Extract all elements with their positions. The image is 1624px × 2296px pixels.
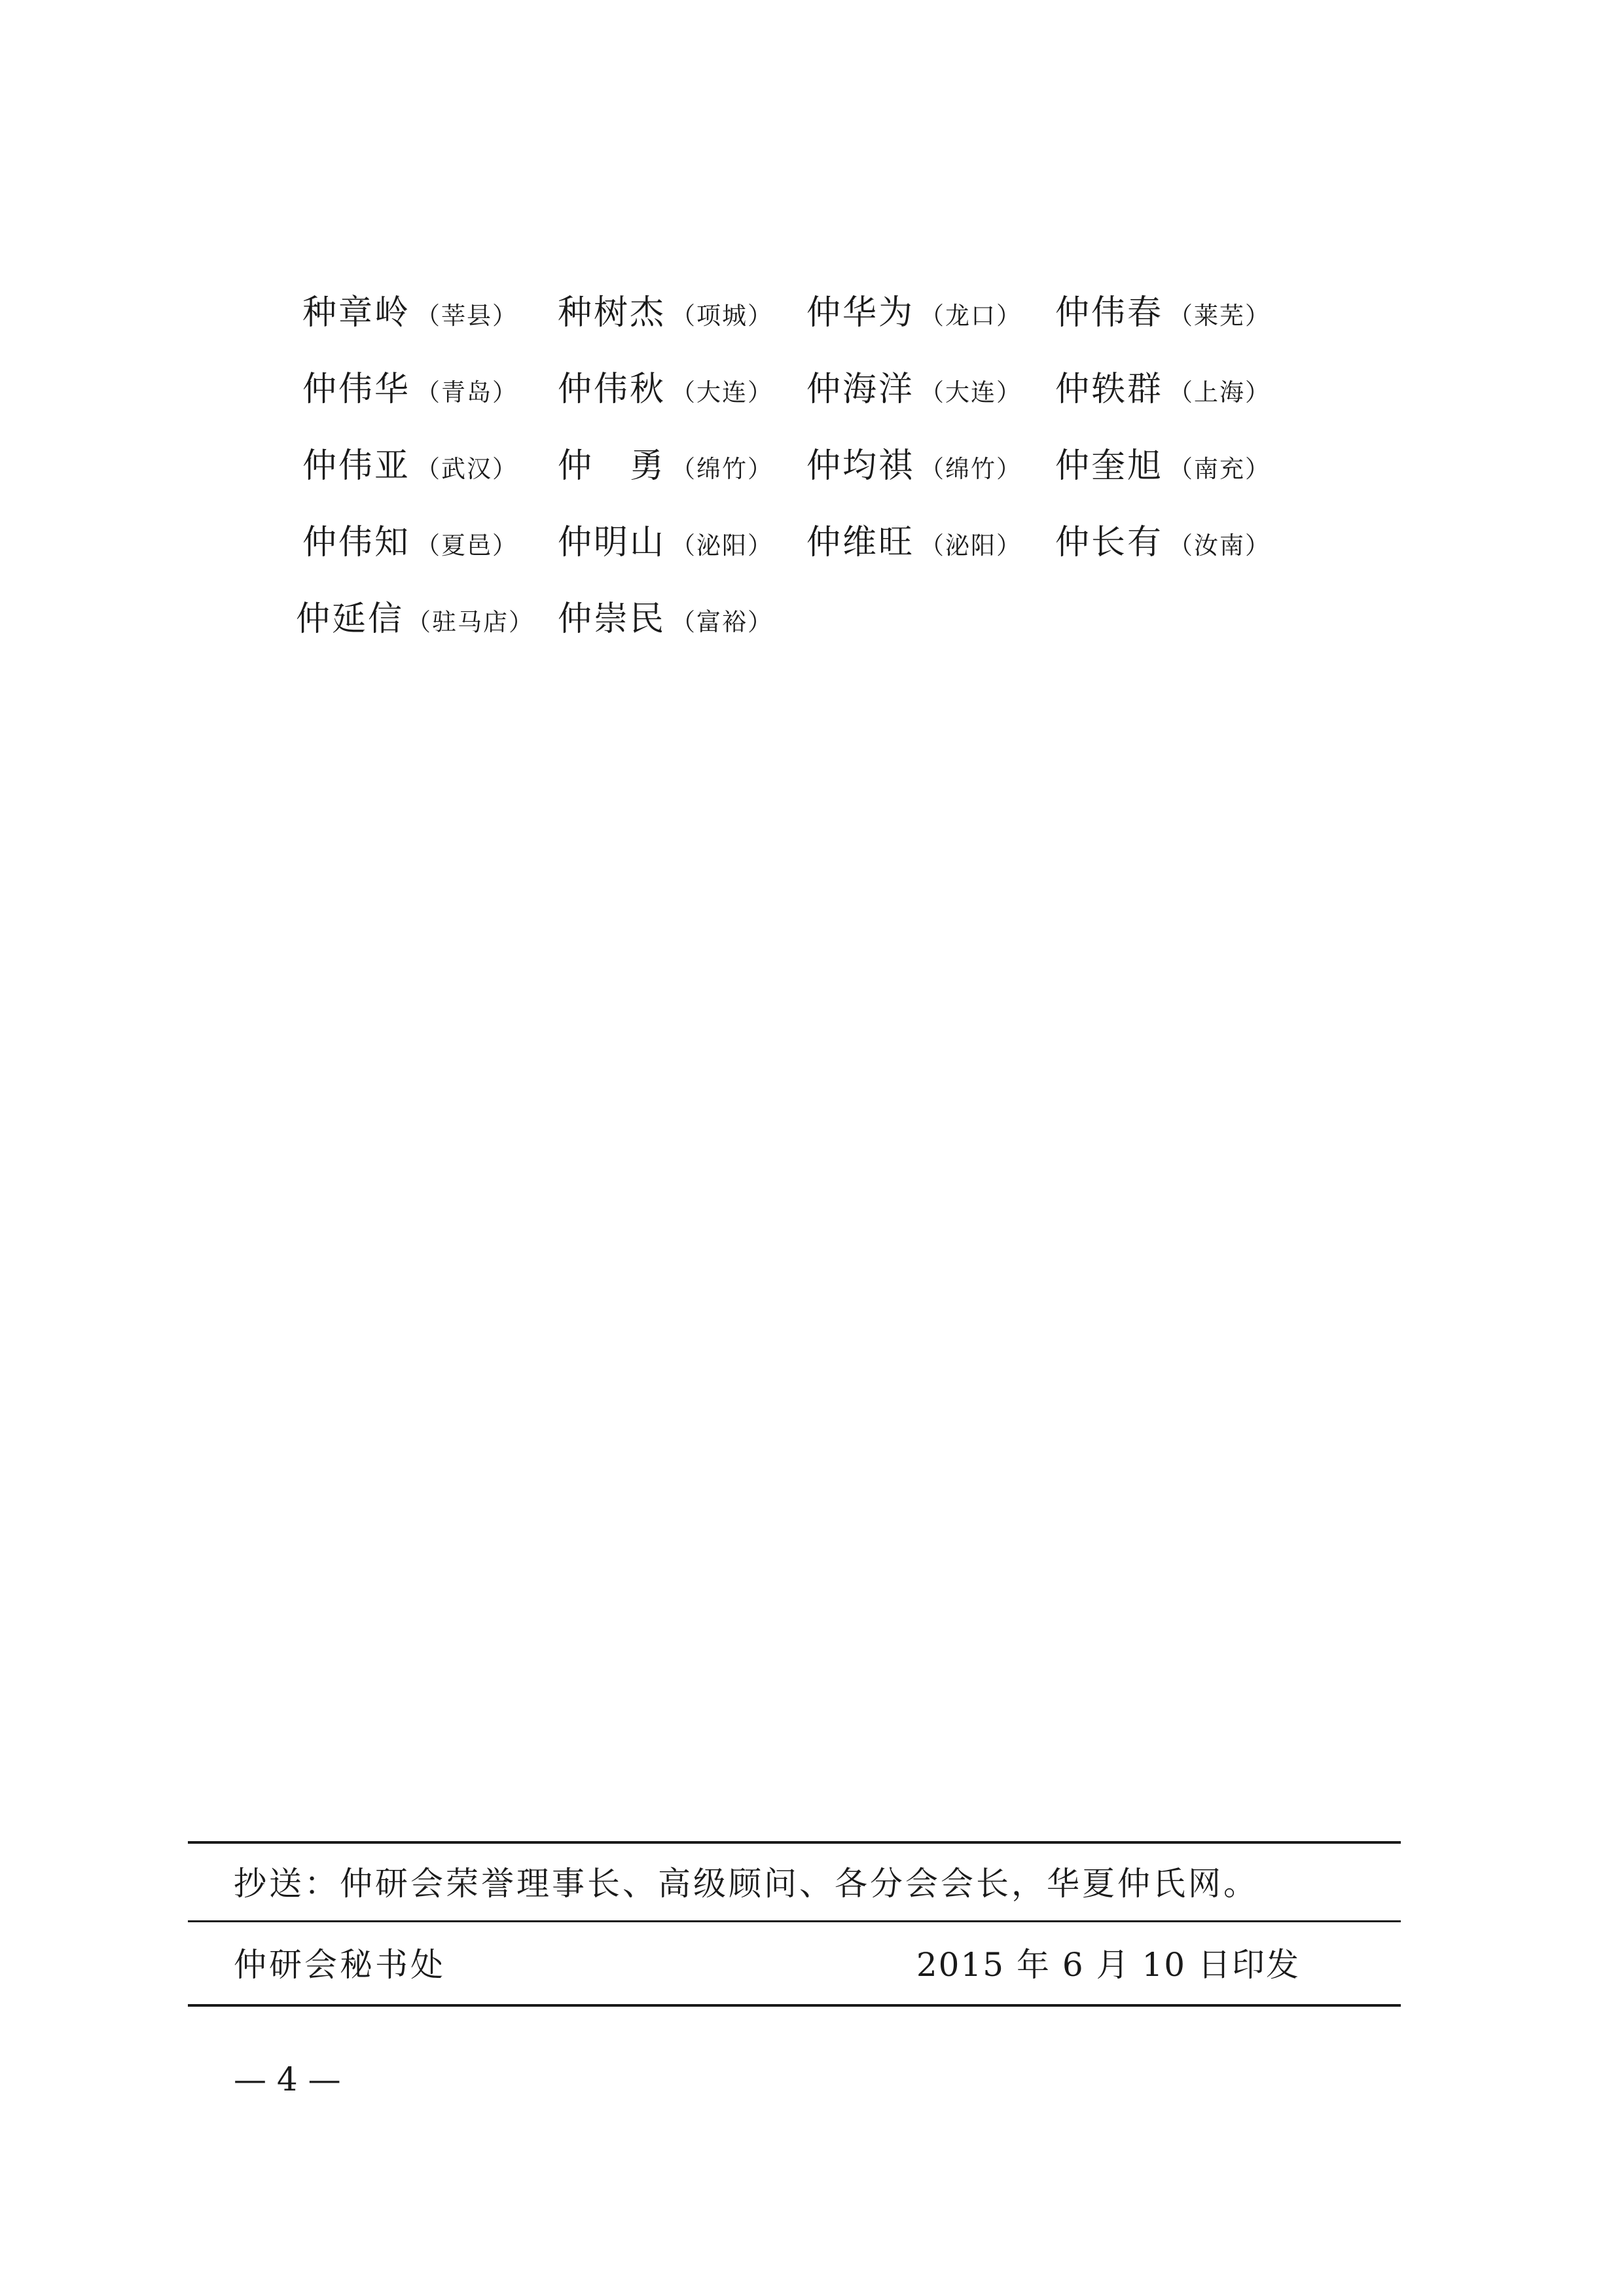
- name-entry: [806, 514, 1022, 573]
- name-row: [302, 285, 1324, 361]
- name-entry: [806, 285, 1022, 344]
- footer-middle-rule: [188, 1920, 1401, 1922]
- name-entry: [302, 361, 518, 420]
- person-place: （泌阳）: [920, 531, 1022, 560]
- person-name: 仲长有: [1055, 523, 1164, 562]
- name-row: [302, 438, 1324, 514]
- person-place: （汝南）: [1168, 531, 1271, 560]
- person-name: 仲延信: [296, 600, 405, 639]
- person-name: 仲奎旭: [1055, 446, 1164, 486]
- name-entry: [1055, 361, 1271, 420]
- name-row: [296, 591, 1324, 668]
- person-place: （武汉）: [416, 455, 518, 483]
- person-place: （驻马店）: [406, 608, 535, 636]
- name-entry: [1055, 514, 1271, 573]
- name-row: [302, 514, 1324, 591]
- person-place: （富裕）: [671, 608, 774, 636]
- person-place: （夏邑）: [416, 531, 518, 560]
- name-entry: [302, 438, 518, 497]
- person-name: 仲华为: [806, 293, 915, 332]
- person-place: （上海）: [1168, 378, 1271, 406]
- person-name: 仲 勇: [558, 446, 666, 486]
- footer-bottom-rule: [188, 2004, 1401, 2007]
- person-name: 仲轶群: [1055, 370, 1164, 409]
- person-place: （青岛）: [416, 378, 518, 406]
- name-entry: [1055, 285, 1271, 344]
- person-place: （项城）: [671, 302, 774, 330]
- issue-date: 2015 年 6 月 10 日印发: [916, 1946, 1300, 1984]
- name-entry: [558, 438, 773, 497]
- person-name: 种树杰: [558, 293, 666, 332]
- person-place: （绵竹）: [920, 455, 1022, 483]
- cc-recipients: 抄送：仲研会荣誉理事长、高级顾问、各分会会长，华夏仲氏网。: [234, 1865, 1259, 1903]
- issuer: 仲研会秘书处: [234, 1946, 446, 1984]
- name-row: [302, 361, 1324, 438]
- person-place: （泌阳）: [671, 531, 774, 560]
- name-entry: [296, 591, 534, 650]
- person-name: 种章岭: [302, 293, 411, 332]
- person-name: 仲明山: [558, 523, 666, 562]
- name-list: [296, 285, 1324, 668]
- name-entry: [1055, 438, 1271, 497]
- footer-top-rule: [188, 1841, 1401, 1844]
- person-place: （绵竹）: [671, 455, 774, 483]
- name-entry: [558, 285, 773, 344]
- person-name: 仲维旺: [806, 523, 915, 562]
- name-entry: [302, 285, 518, 344]
- name-entry: [558, 361, 773, 420]
- person-place: （龙口）: [920, 302, 1022, 330]
- name-entry: [558, 591, 773, 650]
- person-name: 仲伟知: [302, 523, 411, 562]
- person-place: （莘县）: [416, 302, 518, 330]
- person-place: （莱芜）: [1168, 302, 1271, 330]
- person-name: 仲伟秋: [558, 370, 666, 409]
- person-name: 仲崇民: [558, 600, 666, 639]
- person-name: 仲均祺: [806, 446, 915, 486]
- person-place: （大连）: [671, 378, 774, 406]
- person-name: 仲伟华: [302, 370, 411, 409]
- page-number: — 4 —: [234, 2060, 341, 2098]
- person-place: （南充）: [1168, 455, 1271, 483]
- person-name: 仲伟春: [1055, 293, 1164, 332]
- person-place: （大连）: [920, 378, 1022, 406]
- person-name: 仲海洋: [806, 370, 915, 409]
- name-entry: [806, 438, 1022, 497]
- name-entry: [302, 514, 518, 573]
- person-name: 仲伟亚: [302, 446, 411, 486]
- name-entry: [558, 514, 773, 573]
- name-entry: [806, 361, 1022, 420]
